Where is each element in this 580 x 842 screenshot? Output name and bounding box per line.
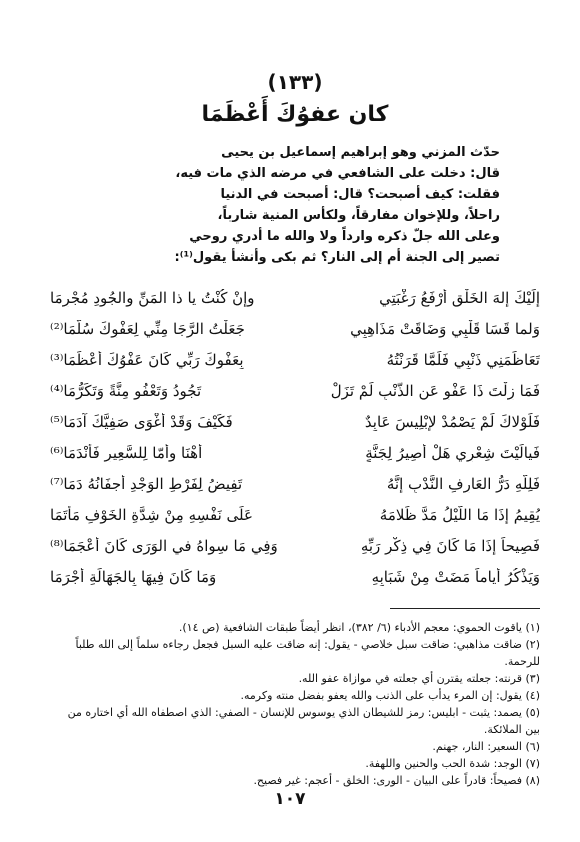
verse-first-hemistich: تَعَاظَمَنِي ذَنْبِي فَلَمَّا قَرَنْتُهُ xyxy=(386,350,540,369)
footnote-continuation: للرحمة. xyxy=(504,655,540,668)
verse-line xyxy=(50,406,540,437)
verse-second-hemistich: أَهْنَا وأمّا لِلسَّعِيرِ فَأَنْدَمَا⁽⁶⁾ xyxy=(50,443,203,462)
intro-line: قال: دخلت على الشافعي في مرضه الذي مات فيه، xyxy=(175,166,500,181)
intro-line: حدّث المزني وهو إبراهيم إسماعيل بن يحيى xyxy=(221,145,500,160)
chapter-title: كان عفوُكَ أَعْظَمَا xyxy=(201,102,389,127)
poem xyxy=(50,282,540,592)
verse-second-hemistich: جَعَلْتُ الرَّجَا مِنِّي لِعَفْوِكَ سُلَّمَا⁽²⁾ xyxy=(50,319,245,338)
verse-first-hemistich: فَلَوْلاكَ لَمْ يَصْمُدْ لإبْلِيسَ عَابِدٌ xyxy=(364,412,540,431)
verse-first-hemistich: إِلَيْكَ إِلهَ الخَلْقِ أَرْفَعُ رَغْبَتِي xyxy=(379,288,540,307)
verse-line xyxy=(50,499,540,530)
intro-paragraph xyxy=(50,142,540,268)
verse-first-hemistich: فَمَا زِلْتَ ذَا عَفْوٍ عَنِ الذَّنْبِ لَمْ تَزَلْ xyxy=(330,381,540,400)
verse-first-hemistich: فَصِيحاً إذَا مَا كَانَ فِي ذِكْرِ رَبِّهِ xyxy=(360,536,540,555)
footnote: (٤) يقول: إن المرء يدأب على الذنب والله يعفو بفضل منته وكرمه. xyxy=(240,689,540,702)
verse-first-hemistich: فَيالَيْتَ شِعْرِي هَلْ أَصِيرُ لِجَنَّةٍ xyxy=(365,443,540,462)
verse-second-hemistich: وإنْ كُنْتُ يا ذا المَنِّ والجُودِ مُجْرِمَا xyxy=(50,288,255,307)
verse-line xyxy=(50,313,540,344)
verse-line xyxy=(50,530,540,561)
footnote: (٦) السعير: النار، جهنم. xyxy=(432,740,540,753)
verse-second-hemistich: تَجُودُ وَتَعْفُو مِنَّةً وَتَكَرُّمَا⁽⁴⁾ xyxy=(50,381,202,400)
footnote: (٣) قرنته: جعلته يقترن أي جعلته في موازاة عفو الله. xyxy=(298,672,540,685)
verse-line xyxy=(50,561,540,592)
verse-line xyxy=(50,375,540,406)
footnote-separator xyxy=(390,608,540,609)
footnote: (٥) يصمد: يثبت - ابليس: رمز للشيطان الذي يوسوس للإنسان - الصفي: الذي اصطفاه الله أي اختاره من xyxy=(67,706,540,719)
verse-line xyxy=(50,344,540,375)
verse-first-hemistich: فَلِلَّهِ دَرُّ العَارِفِ النَّدْبِ إِنَّهُ xyxy=(386,474,540,493)
verse-second-hemistich: بِعَفْوِكَ رَبِّي كَانَ عَفْوُكَ أَعْظَمَا⁽³⁾ xyxy=(50,350,244,369)
verse-second-hemistich: فَكَيْفَ وَقَدْ أَغْوَى صَفِيَّكَ آدَمَا⁽⁵⁾ xyxy=(50,412,233,431)
chapter-number: (١٣٣) xyxy=(267,70,323,94)
footnote: (٧) الوجد: شدة الحب والحنين واللهفة. xyxy=(365,757,540,770)
verse-second-hemistich: تَفِيضُ لِفَرْطِ الوَجْدِ أَجفَانُهُ دَمَا⁽⁷⁾ xyxy=(50,474,243,493)
verse-first-hemistich: يُقِيمُ إذَا مَا اللَّيْلُ مَدَّ ظَلامَهُ xyxy=(379,505,540,524)
intro-line: راحلاً، وللإخوان مفارقاً، ولكأس المنية شارباً، xyxy=(217,208,500,223)
verse-second-hemistich: وَفِي مَا سِواهُ في الوَرَى كَانَ أَعْجَمَا⁽⁸⁾ xyxy=(50,536,278,555)
footnotes xyxy=(50,619,540,789)
footnote: (٢) ضاقت مذاهبي: ضاقت سبل خلاصي - يقول: إنه ضاقت عليه السبل فجعل رجاءه سلماً إلى الله طلباً xyxy=(75,638,540,651)
book-page xyxy=(50,60,540,789)
intro-line: فقلت: كيف أصبحت؟ قال: أصبحت في الدنيا xyxy=(220,187,500,202)
footnote: (٨) فصيحاً: قادراً على البيان - الورى: الخلق - أعجم: غير فصيح. xyxy=(253,774,540,787)
verse-first-hemistich: وَيَذْكُرُ أَياماً مَضَتْ مِنْ شَبَابِهِ xyxy=(371,567,540,586)
footnote: (١) ياقوت الحموي: معجم الأدباء (٦/ ٣٨٢)، انظر أيضاً طبقات الشافعية (ص ١٤). xyxy=(178,621,540,634)
intro-line: وعلى الله جلّ ذكره وارداً ولا والله ما أدري روحي xyxy=(189,229,500,244)
intro-line: تصير إلى الجنة أم إلى النار؟ ثم بكى وأنشأ يقول⁽¹⁾: xyxy=(174,250,500,265)
verse-line xyxy=(50,282,540,313)
verse-line xyxy=(50,468,540,499)
verse-line xyxy=(50,437,540,468)
page-number: ١٠٧ xyxy=(274,789,306,809)
verse-second-hemistich: وَمَا كَانَ فِيهَا بِالجَهَالَةِ أَجْرَمَا xyxy=(50,567,217,586)
verse-second-hemistich: عَلَى نَفْسِهِ مِنْ شِدَّةِ الخَوْفِ مَأْتَمَا xyxy=(50,505,253,524)
verse-first-hemistich: وَلما قَسَا قَلْبِي وَضَاقَتْ مَذَاهِبِي xyxy=(350,319,540,338)
footnote-continuation: بين الملائكة. xyxy=(483,723,540,736)
